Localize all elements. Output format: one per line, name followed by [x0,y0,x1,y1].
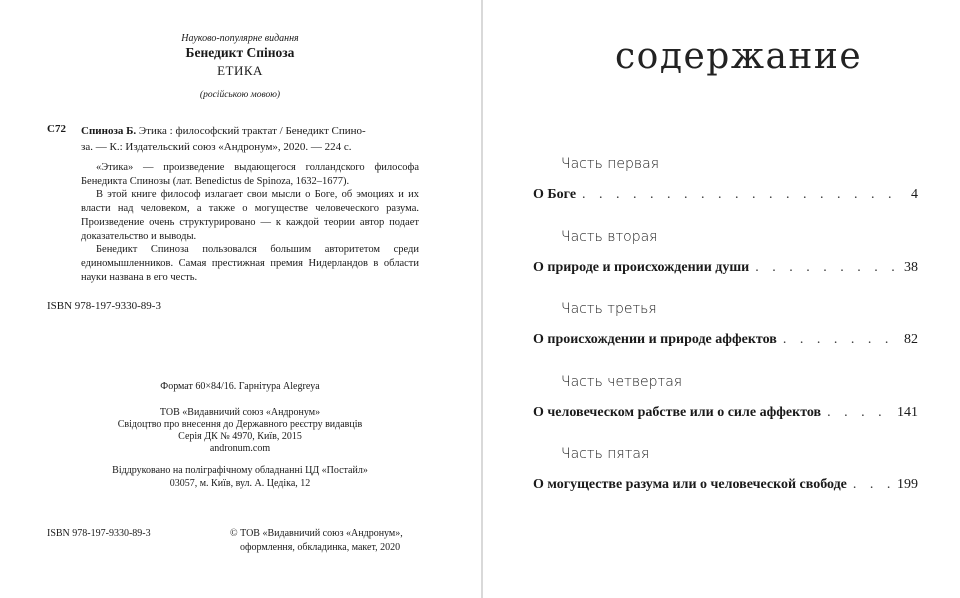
chapter-title[interactable]: О природе и происхождении души [533,259,750,275]
toc-entry [533,301,920,374]
author-name: Бенедикт Спіноза [185,45,295,60]
printer-line: Віддруковано на поліграфічному обладнанні ЦД «Постайл» [112,465,368,476]
book-title: ЕТИКА [217,63,263,78]
isbn-main: ISBN 978-197-9330-89-3 [47,300,161,312]
part-label: Часть четвертая [561,373,683,390]
toc-entry [533,156,920,229]
bibliographic-record [81,123,419,155]
biblio-author: Спиноза Б. [81,125,137,137]
dot-leader [853,477,891,493]
biblio-line-2: за. — К.: Издательский союз «Андронум», 2020. — 224 с. [81,141,352,153]
publisher-line: Свідоцтво про внесення до Державного реєстру видавців [117,419,363,430]
publisher-info [0,407,480,455]
annotation-paragraph: «Этика» — произведение выдающегося голландского философа Бенедикта Спинозы (лат. Benedictus de Spinoza, 1632–1677). [81,162,419,187]
part-label: Часть первая [561,156,659,172]
toc-entry [533,374,920,447]
dot-leader [827,405,891,421]
format-line: Формат 60×84/16. Гарнітура Alegreya [160,381,320,392]
copyright-notice [230,527,403,554]
toc-entry [533,229,920,302]
annotation-paragraph: В этой книге философ излагает свои мысли о Боге, об эмоциях и их власти над человеком, а также о могуществе человеческого разума. Произведение очень структурировано — к каждой теории автор подает доказательство и выводы. [81,189,419,242]
isbn-bottom: ISBN 978-197-9330-89-3 [47,528,151,539]
toc-line[interactable] [533,332,918,348]
copyright-line: © ТОВ «Видавничий союз «Андронум», [230,528,403,539]
dot-leader [783,332,898,348]
chapter-title[interactable]: О происхождении и природе аффектов [533,332,777,348]
page-number: 199 [897,477,918,493]
genre-label: Науково-популярне видання [181,33,299,44]
publisher-line: ТОВ «Видавничий союз «Андронум» [159,407,321,418]
printer-line: 03057, м. Київ, вул. А. Цедіка, 12 [169,477,311,489]
publisher-website: andronum.com [209,443,271,454]
page-number: 141 [897,404,918,420]
page-number: 4 [911,187,918,202]
copyright-line: оформлення, обкладинка, макет, 2020 [240,541,401,553]
toc-line[interactable] [533,187,918,203]
dot-leader [582,187,905,203]
part-label: Часть пятая [561,446,650,463]
toc-line[interactable] [533,260,918,276]
toc-heading: содержание [615,36,863,77]
part-label: Часть вторая [561,228,658,245]
toc-line[interactable] [533,477,918,493]
page-number: 82 [904,332,918,348]
chapter-title[interactable]: О могуществе разума или о человеческой свободе [533,477,847,493]
table-of-contents [533,156,920,519]
toc-line[interactable] [533,405,918,421]
chapter-title[interactable]: О человеческом рабстве или о силе аффектов [533,404,822,420]
publisher-line: Серія ДК № 4970, Київ, 2015 [178,431,302,442]
chapter-title[interactable]: О Боге [533,187,577,202]
printer-info [0,465,480,490]
toc-entry [533,446,920,519]
biblio-line-1: Этика : философский трактат / Бенедикт Спино- [136,125,366,137]
annotation [81,161,419,284]
annotation-paragraph: Бенедикт Спиноза пользовался большим авторитетом среди единомышленников. Самая престижная премия Нидерландов в области науки названа в его честь. [81,244,419,283]
contents-page [483,0,960,598]
part-label: Часть третья [561,301,657,318]
udc-code: С72 [47,123,66,135]
language-note: (російською мовою) [199,90,281,100]
page-number: 38 [904,259,918,275]
dot-leader [755,260,898,276]
